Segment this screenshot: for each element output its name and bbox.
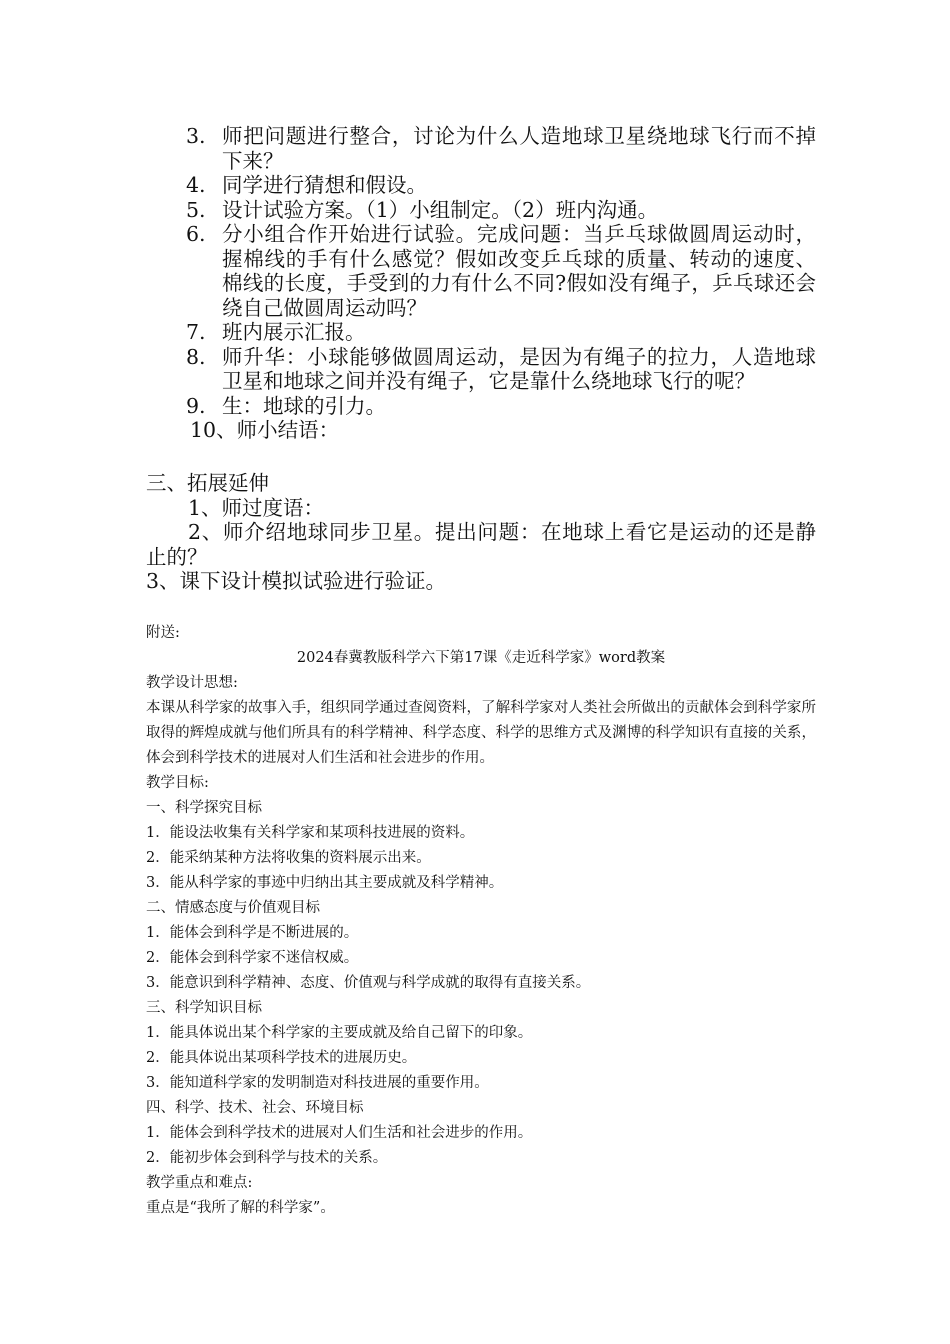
goal-item: 1．能体会到科学是不断进展的。 [146, 925, 359, 941]
appendix-title: 2024春冀教版科学六下第17课《走近科学家》word教案 [296, 650, 666, 666]
list-item [186, 173, 816, 198]
list-number: 5. [186, 197, 206, 222]
goal-heading: 二、情感态度与价值观目标 [146, 900, 320, 916]
goal-item: 3．能知道科学家的发明制造对科技进展的重要作用。 [146, 1075, 489, 1091]
list-item [186, 320, 816, 345]
list-text: 师升华：小球能够做圆周运动，是因为有绳子的拉力，人造地球卫星和地球之间并没有绳子，它是靠什么绕地球飞行的呢？ [222, 344, 816, 393]
goal-item: 2．能初步体会到科学与技术的关系。 [146, 1150, 388, 1166]
goal-item: 1．能体会到科学技术的进展对人们生活和社会进步的作用。 [146, 1125, 533, 1141]
extension-section [146, 471, 816, 594]
list-number: 4. [186, 173, 206, 197]
list-item [186, 394, 816, 419]
design-label: 教学设计思想: [146, 675, 238, 691]
goal-item: 2．能具体说出某项科学技术的进展历史。 [146, 1050, 417, 1066]
goal-heading: 三、科学知识目标 [146, 1000, 262, 1016]
extension-item-1: 1、师过度语： [188, 495, 325, 520]
list-item [186, 345, 816, 394]
design-text: 本课从科学家的故事入手，组织同学通过查阅资料，了解科学家对人类社会所做出的贡献体会到科学家所取得的辉煌成就与他们所具有的科学精神、科学态度、科学的思维方式及渊博的科学知识有直接的关系，体会到科学技术的进展对人们生活和社会进步的作用。 [146, 700, 816, 766]
appendix-section [146, 621, 816, 1221]
goal-item: 3．能从科学家的事迹中归纳出其主要成就及科学精神。 [146, 875, 504, 891]
section-heading: 三、拓展延伸 [146, 471, 269, 495]
goal-item: 1．能具体说出某个科学家的主要成就及给自己留下的印象。 [146, 1025, 533, 1041]
key-text: 重点是“我所了解的科学家”。 [146, 1200, 335, 1216]
list-text: 师把问题进行整合，讨论为什么人造地球卫星绕地球飞行而不掉下来？ [222, 124, 816, 173]
goal-item: 2．能体会到科学家不迷信权威。 [146, 950, 359, 966]
list-item [186, 198, 816, 223]
list-text: 生：地球的引力。 [222, 393, 386, 418]
extension-item-2: 2、师介绍地球同步卫星。提出问题：在地球上看它是运动的还是静止的？ [146, 520, 816, 569]
goals-label: 教学目标: [146, 775, 209, 791]
list-number: 7. [186, 320, 206, 344]
list-number: 8. [186, 344, 206, 369]
list-text: 班内展示汇报。 [222, 320, 366, 344]
appendix-label: 附送: [146, 625, 180, 641]
list-number: 9. [186, 393, 206, 418]
list-number: 6. [186, 222, 206, 246]
list-item-10: 10、师小结语： [190, 418, 340, 442]
goal-heading: 一、科学探究目标 [146, 800, 262, 816]
steps-list [186, 124, 816, 443]
list-text: 分小组合作开始进行试验。完成问题：当乒乓球做圆周运动时，握棉线的手有什么感觉？假如改变乒乓球的质量、转动的速度、棉线的长度，手受到的力有什么不同?假如没有绳子，乒乓球还会绕自己做圆周运动吗？ [222, 222, 816, 320]
list-item [186, 124, 816, 173]
goal-item: 1．能设法收集有关科学家和某项科技进展的资料。 [146, 825, 475, 841]
list-text: 设计试验方案。（1）小组制定。（2）班内沟通。 [222, 197, 659, 222]
list-text: 同学进行猜想和假设。 [222, 173, 427, 197]
list-item [186, 222, 816, 320]
goal-item: 2．能采纳某种方法将收集的资料展示出来。 [146, 850, 431, 866]
list-number: 3. [186, 124, 206, 148]
extension-item-3: 3、课下设计模拟试验进行验证。 [146, 569, 447, 593]
key-label: 教学重点和难点: [146, 1175, 253, 1191]
goal-heading: 四、科学、技术、社会、环境目标 [146, 1100, 364, 1116]
goal-item: 3．能意识到科学精神、态度、价值观与科学成就的取得有直接关系。 [146, 975, 591, 991]
